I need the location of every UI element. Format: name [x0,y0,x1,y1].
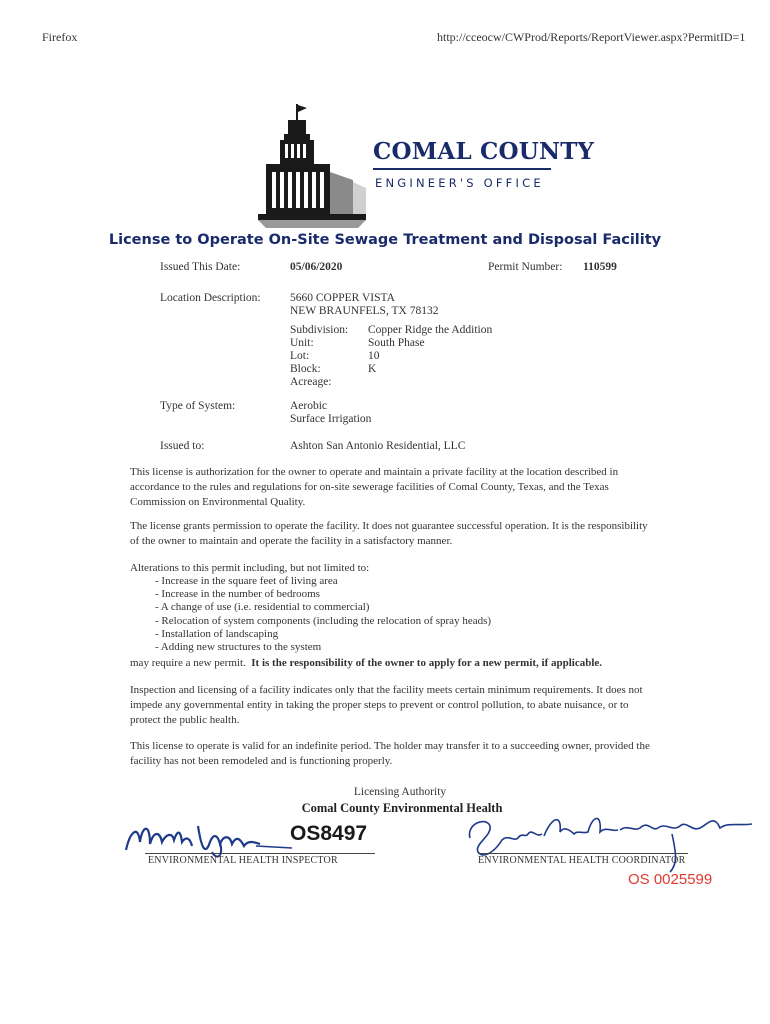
document-title: License to Operate On-Site Sewage Treatment and Disposal Facility [108,232,662,248]
address-line-2: NEW BRAUNFELS, TX 78132 [290,305,439,317]
inspector-signature-line [145,853,375,854]
letterhead [258,102,595,232]
unit-value: South Phase [368,337,425,349]
county-name: COMAL COUNTY [373,138,595,165]
issued-date: 05/06/2020 [290,261,343,273]
subdivision-label: Subdivision: [290,324,349,336]
permit-number: 110599 [583,261,617,273]
paragraph-permission: The license grants permission to operate the facility. It does not guarantee successful operation. It is the responsibility of the owner to maintain and operate the facility in a satisfactory manner. [130,520,648,547]
system-type-label: Type of System: [160,400,236,412]
block-label: Block: [290,363,321,375]
list-item: - Installation of landscaping [155,627,279,640]
office-name: ENGINEER'S OFFICE [375,176,544,190]
coordinator-signature [462,802,758,880]
alterations-list [155,575,491,654]
alterations-outro [130,656,650,671]
issued-date-label: Issued This Date: [160,261,241,273]
paragraph-validity: This license to operate is valid for an indefinite period. The holder may transfer it to a succeeding owner, provided the facility has not been remodeled and is functioning properly. [130,740,650,767]
issued-to-value: Ashton San Antonio Residential, LLC [290,440,466,452]
coordinator-signature-line [478,853,688,854]
list-item: - Increase in the square feet of living area [155,575,338,587]
system-type-line-1: Aerobic [290,400,328,412]
coordinator-title: ENVIRONMENTAL HEALTH COORDINATOR [478,855,686,866]
unit-label: Unit: [290,337,314,349]
paragraph-authorization: This license is authorization for the owner to operate and maintain a private facility at the location described in accordance to the rules and regulations for on-site sewerage facilities of Comal County, Texas, and the Texas Commission on Environmental Quality. [130,466,619,508]
block-value: K [368,363,377,375]
alterations-intro: Alterations to this permit including, but not limited to: [130,562,370,574]
coordinator-license-stamp: OS 0025599 [628,871,713,888]
page-url: http://cceocw/CWProd/Reports/ReportViewer.aspx?PermitID=1 [437,30,746,44]
title-divider [373,168,551,170]
licensing-authority-label: Licensing Authority [353,786,447,798]
alterations-outro-text: may require a new permit. [130,657,246,669]
list-item: - Adding new structures to the system [155,641,322,654]
permit-number-label: Permit Number: [488,261,563,273]
paragraph-inspection: Inspection and licensing of a facility indicates only that the facility meets certain minimum requirements. It does not impede any governmental entity in taking the proper steps to prevent or control pollution, to abate nuisance, or to protect the public health. [130,684,643,726]
alterations-outro-bold: It is the responsibility of the owner to apply for a new permit, if applicable. [251,657,603,669]
inspector-license-stamp: OS8497 [290,822,368,845]
list-item: - A change of use (i.e. residential to commercial) [155,601,370,614]
courthouse-logo-icon [258,102,368,230]
licensing-authority-name: Comal County Environmental Health [301,801,503,815]
acreage-label: Acreage: [290,376,332,388]
subdivision-value: Copper Ridge the Addition [368,324,493,336]
system-type-line-2: Surface Irrigation [290,413,372,425]
browser-name: Firefox [42,30,78,44]
issued-to-label: Issued to: [160,440,205,452]
lot-label: Lot: [290,350,310,362]
inspector-title: ENVIRONMENTAL HEALTH INSPECTOR [148,855,338,866]
address-line-1: 5660 COPPER VISTA [290,292,395,304]
lot-value: 10 [368,350,380,362]
list-item: - Relocation of system components (including the relocation of spray heads) [155,614,492,627]
location-label: Location Description: [160,292,261,304]
list-item: - Increase in the number of bedrooms [155,588,320,601]
